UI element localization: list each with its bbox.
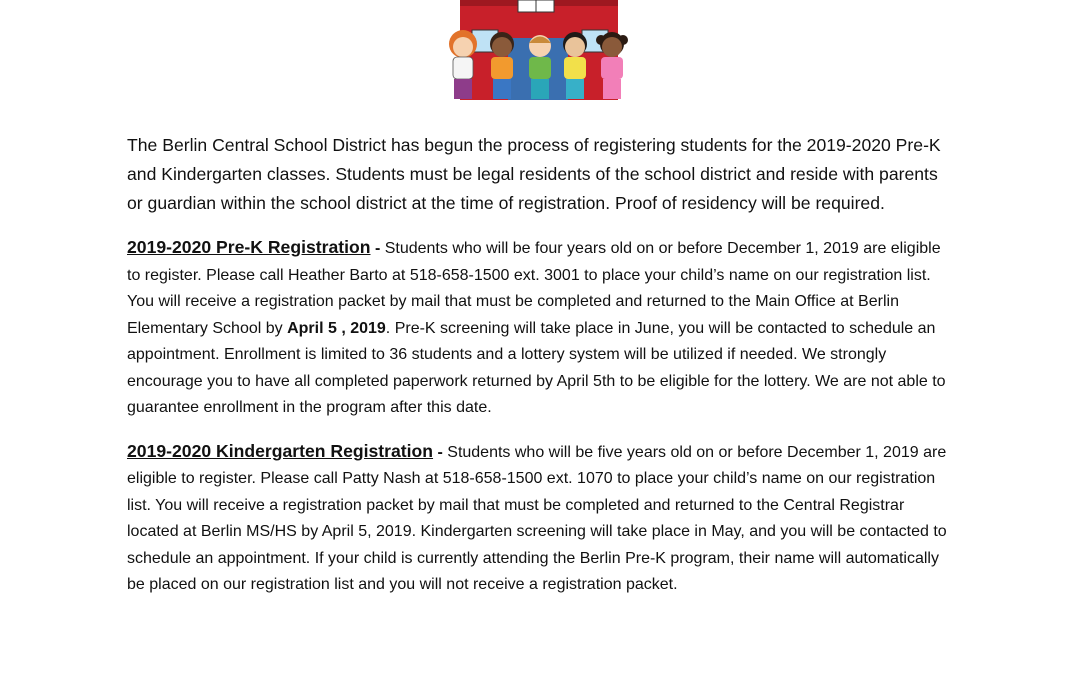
kindergarten-section — [127, 438, 957, 599]
prek-text-1: Students who will be four years old on or before December 1, 2019 are eligible to register. Please call Heather Barto at 518-658-1500 ext. 3001 to place your child’s name on our registration list. You will receive a registration packet by mail that must be completed and returned to the Main Office at Berlin Elementary School by — [127, 240, 941, 337]
prek-section — [127, 234, 957, 422]
schoolhouse-children-illustration — [430, 0, 650, 106]
intro-paragraph: The Berlin Central School District has begun the process of registering students for the 2019-2020 Pre-K and Kindergarten classes. Students must be legal residents of the school district and reside with parents or guardian within the school district at the time of registration. Proof of residency will be required. — [127, 135, 941, 213]
kindergarten-heading: 2019-2020 Kindergarten Registration — [127, 440, 434, 461]
prek-text-2: . Pre-K screening will take place in June, you will be contacted to schedule an appointment. Enrollment is limited to 36 students and a lottery system will be utilized if needed. We strongly encourage you to have all completed paperwork returned by April 5th to be eligible for the lottery. We are not able to guarantee enrollment in the program after this date. — [127, 319, 946, 416]
kindergarten-dash: - — [433, 443, 448, 461]
registration-document — [127, 131, 957, 615]
kindergarten-text: Students who will be five years old on or before December 1, 2019 are eligible to register. Please call Patty Nash at 518-658-1500 ext. 1070 to place your child’s name on our registration list. You will receive a registration packet by mail that must be completed and returned to the Central Registrar located at Berlin MS/HS by April 5, 2019. Kindergarten screening will take place in May, and you will be contacted to schedule an appointment. If your child is currently attending the Berlin Pre-K program, their name will automatically be placed on our registration list and you will not receive a registration packet. — [127, 443, 947, 593]
prek-heading: 2019-2020 Pre-K Registration — [127, 237, 371, 257]
prek-dash: - — [370, 240, 385, 257]
prek-deadline: April 5 , 2019 — [287, 319, 386, 337]
